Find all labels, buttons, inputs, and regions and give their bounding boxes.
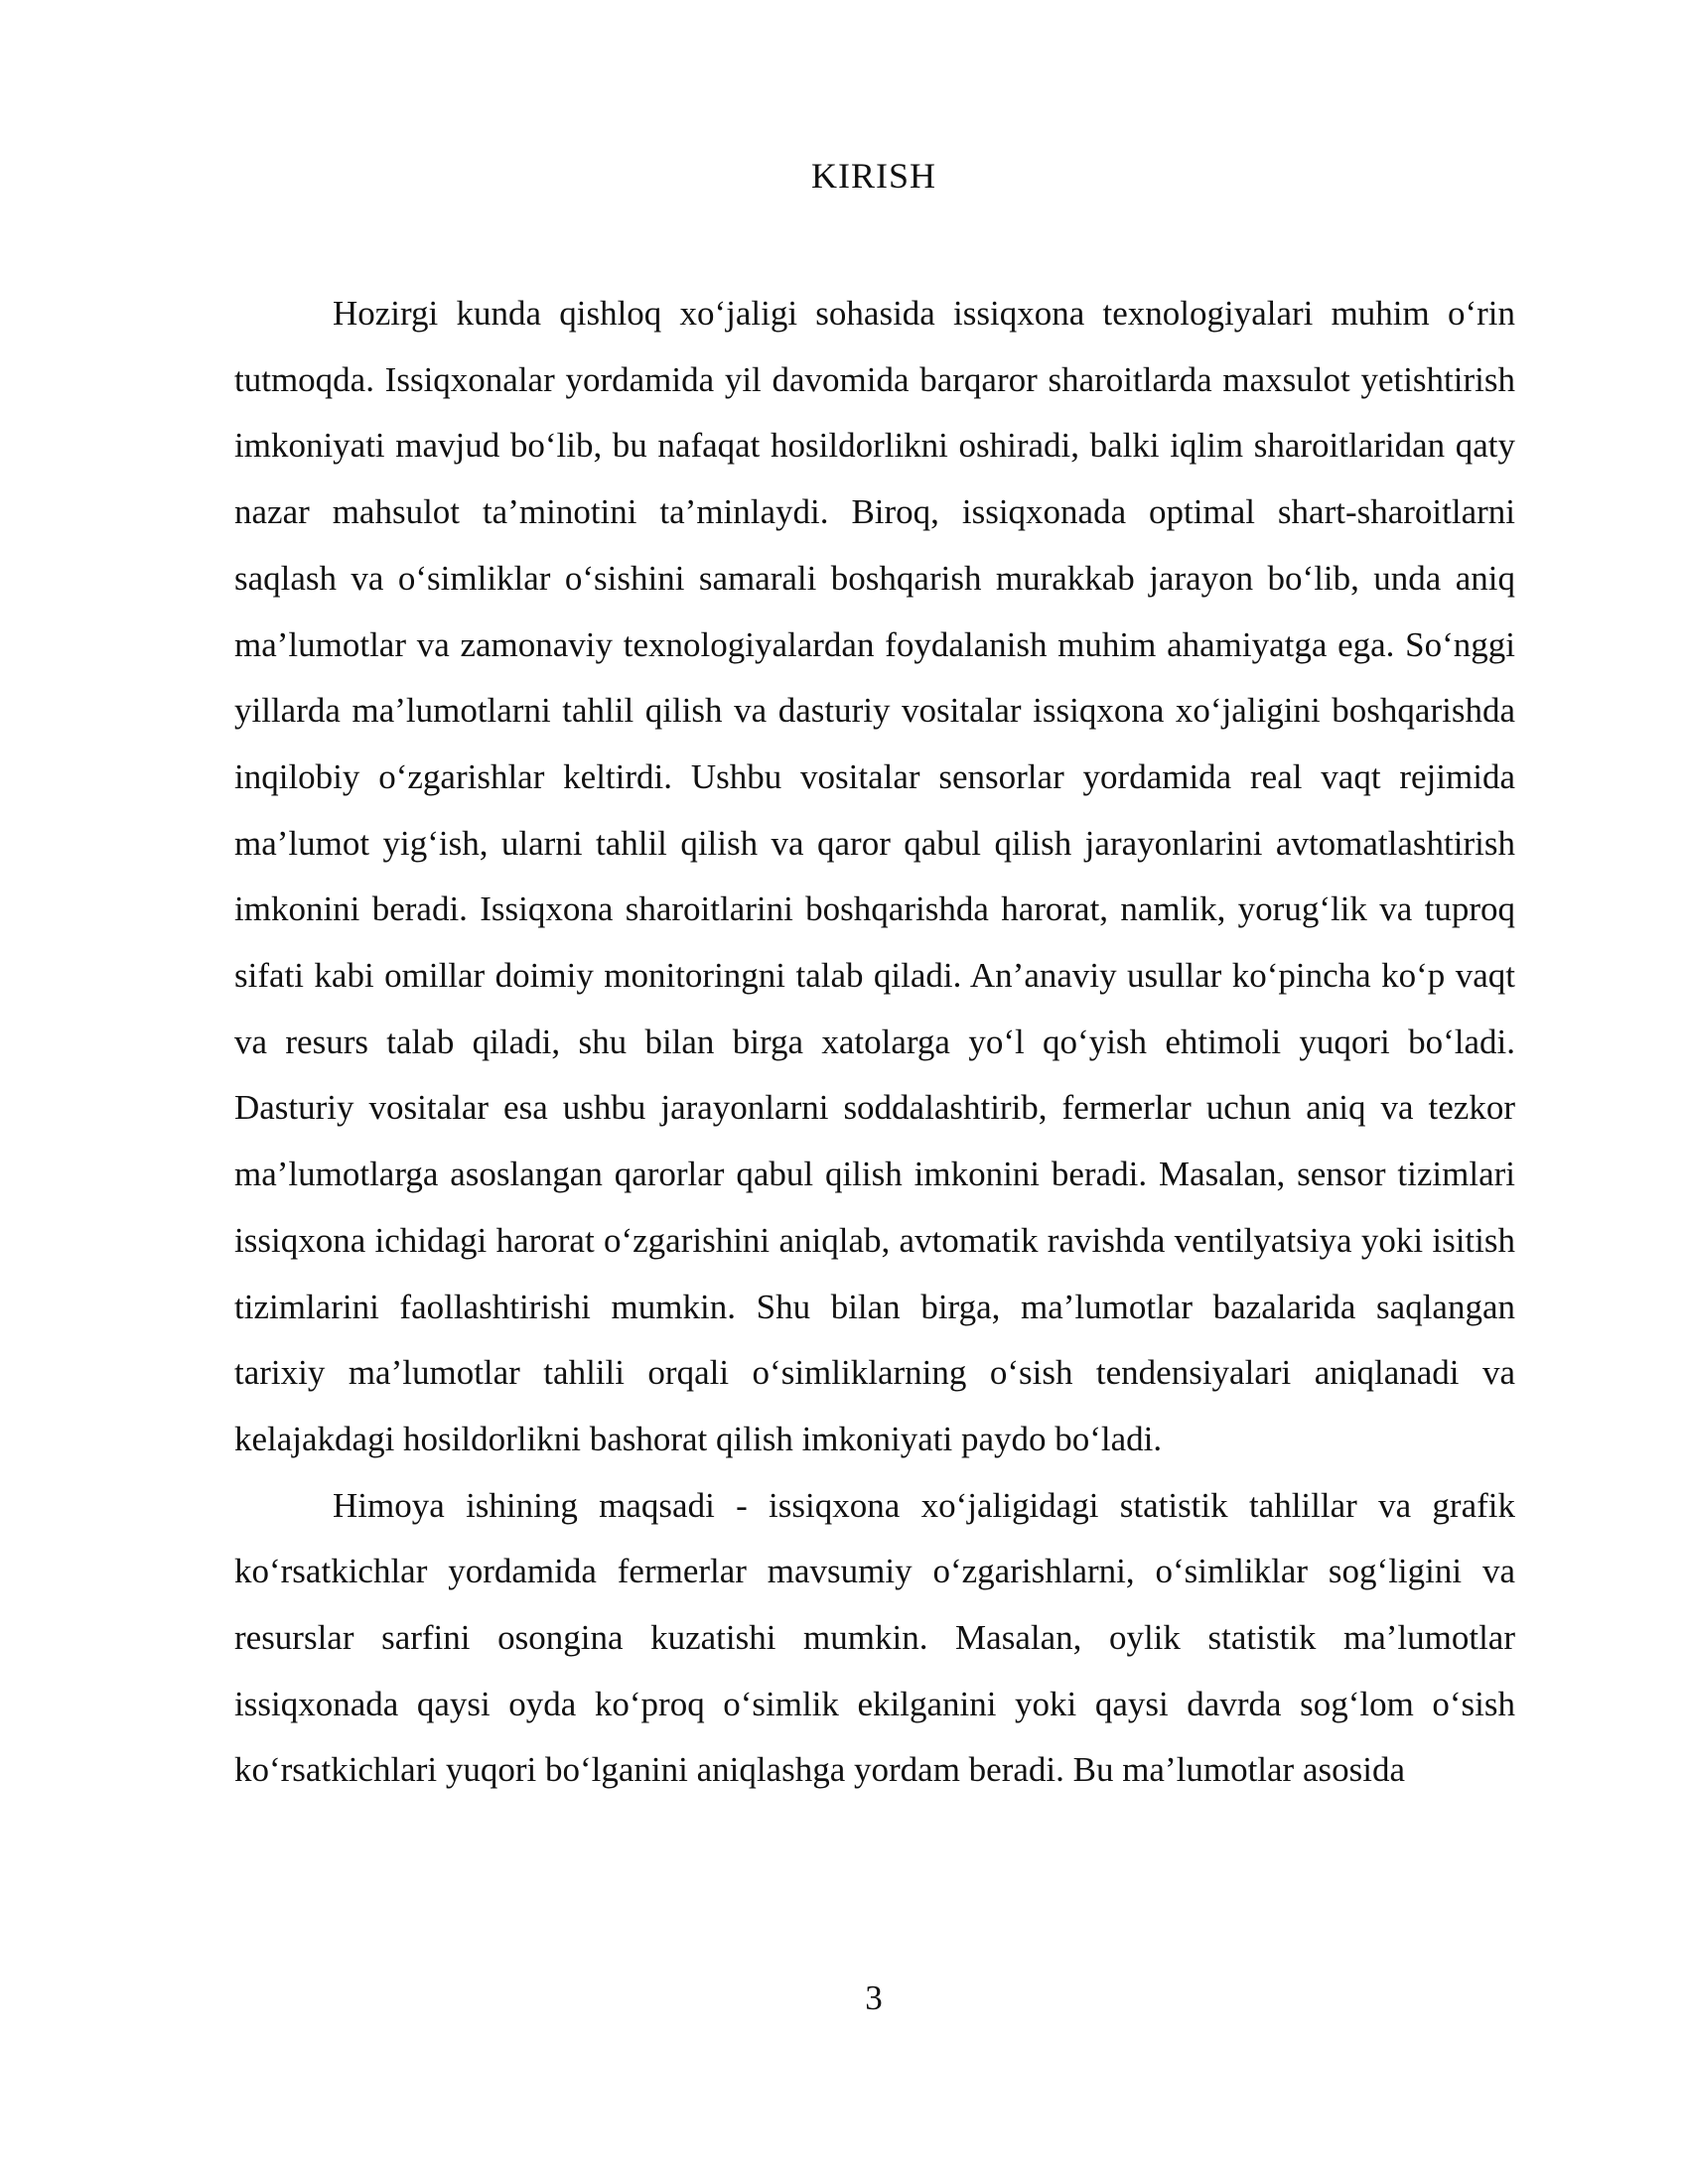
paragraph-goal: Himoya ishining maqsadi - issiqxona xo‘jaligidagi statistik tahlillar va grafik ko‘rsatkichlar yordamida fermerlar mavsumiy o‘zgarishlarni, o‘simliklar sog‘ligini va resurslar sarfini osongina kuzatishi mumkin. Masalan, oylik statistik ma’lumotlar issiqxonada qaysi oyda ko‘proq o‘simlik ekilganini yoki qaysi davrda sog‘lom o‘sish ko‘rsatkichlari yuqori bo‘lganini aniqlashga yordam beradi. Bu ma’lumotlar asosida	[234, 1485, 1515, 1790]
page-number: 3	[865, 1979, 883, 2017]
paragraph-introduction: Hozirgi kunda qishloq xo‘jaligi sohasida issiqxona texnologiyalari muhim o‘rin tutmoqda. Issiqxonalar yordamida yil davomida barqaror sharoitlarda maxsulot yetishtirish imkoniyati mavjud bo‘lib, bu nafaqat hosildorlikni oshiradi, balki iqlim sharoitlaridan qaty nazar mahsulot ta’minotini ta’minlaydi. Biroq, issiqxonada optimal shart-sharoitlarni saqlash va o‘simliklar o‘sishini samarali boshqarish murakkab jarayon bo‘lib, unda aniq ma’lumotlar va zamonaviy texnologiyalardan foydalanish muhim ahamiyatga ega. So‘nggi yillarda ma’lumotlarni tahlil qilish va dasturiy vositalar issiqxona xo‘jaligini boshqarishda inqilobiy o‘zgarishlar keltirdi. Ushbu vositalar sensorlar yordamida real vaqt rejimida ma’lumot yig‘ish, ularni tahlil qilish va qaror qabul qilish jarayonlarini avtomatlashtirish imkonini beradi. Issiqxona sharoitlarini boshqarishda harorat, namlik, yorug‘lik va tuproq sifati kabi omillar doimiy monitoringni talab qiladi. An’anaviy usullar ko‘pincha ko‘p vaqt va resurs talab qiladi, shu bilan birga xatolarga yo‘l qo‘yish ehtimoli yuqori bo‘ladi. Dasturiy vositalar esa ushbu jarayonlarni soddalashtirib, fermerlar uchun aniq va tezkor ma’lumotlarga asoslangan qarorlar qabul qilish imkonini beradi. Masalan, sensor tizimlari issiqxona ichidagi harorat o‘zgarishini aniqlab, avtomatik ravishda ventilyatsiya yoki isitish tizimlarini faollashtirishi mumkin. Shu bilan birga, ma’lumotlar bazalarida saqlangan tarixiy ma’lumotlar tahlili orqali o‘simliklarning o‘sish tendensiyalari aniqlanadi va kelajakdagi hosildorlikni bashorat qilish imkoniyati paydo bo‘ladi.	[234, 294, 1515, 1458]
page-title: KIRISH	[810, 156, 936, 196]
body-text	[234, 281, 1515, 1804]
